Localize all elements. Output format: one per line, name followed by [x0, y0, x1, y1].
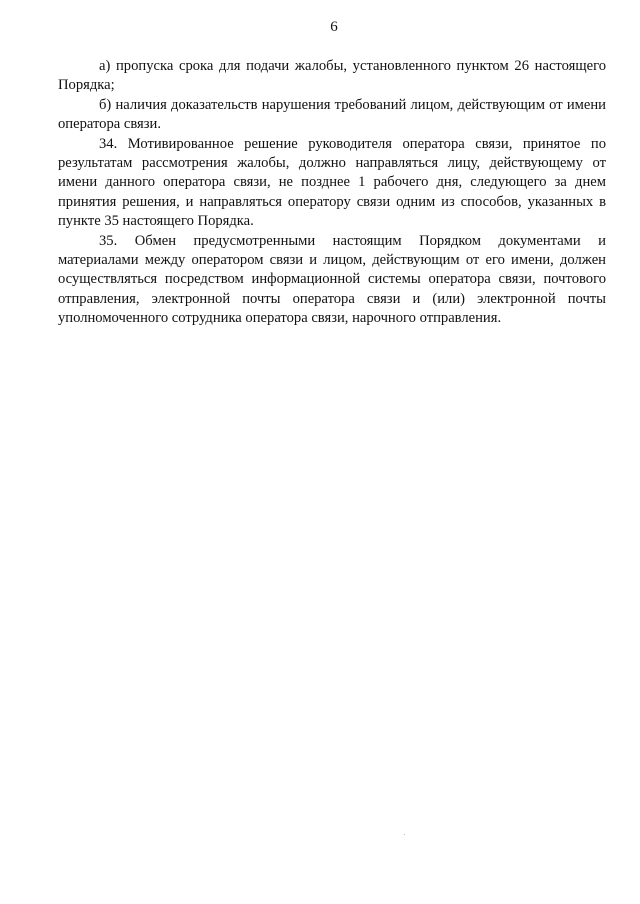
- paragraph-34: 34. Мотивированное решение руководителя оператора связи, принятое по результатам рассмотрения жалобы, должно направляться лицу, действующему от имени данного оператора связи, не позднее 1 рабочего дня, следующего за днем принятия решения, и направляться оператору связи одним из способов, указанных в пункте 35 настоящего Порядка.: [58, 135, 606, 230]
- paragraph-35: 35. Обмен предусмотренными настоящим Порядком документами и материалами между оператором связи и лицом, действующим от его имени, должен осуществляться посредством информационной системы оператора связи, почтового отправления, электронной почты оператора связи и (или) электронной почты уполномоченного сотрудника оператора связи, нарочного отправления.: [58, 232, 606, 327]
- scan-speck: [404, 834, 405, 835]
- document-body: [58, 57, 606, 329]
- paragraph-item-b: б) наличия доказательств нарушения требований лицом, действующим от имени оператора связи.: [58, 96, 606, 133]
- paragraph-item-a: а) пропуска срока для подачи жалобы, установленного пунктом 26 настоящего Порядка;: [58, 58, 606, 94]
- page-number: 6: [330, 19, 338, 35]
